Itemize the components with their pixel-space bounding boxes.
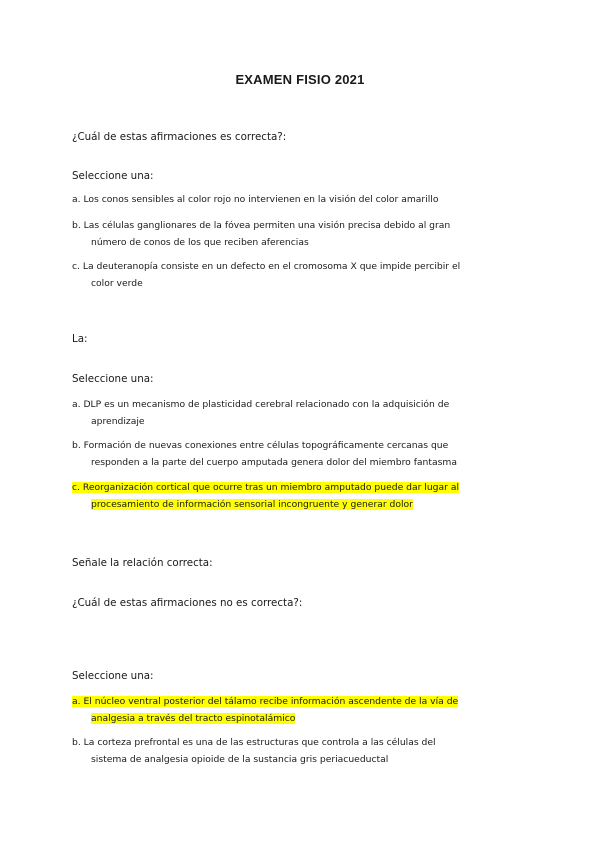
option-1b[interactable] xyxy=(72,218,524,251)
question-1: ¿Cuál de estas afirmaciones es correcta?: xyxy=(72,131,287,143)
option-2a-line2: aprendizaje xyxy=(91,415,145,427)
select-label-1: Seleccione una: xyxy=(72,170,154,182)
option-2b-line1: b. Formación de nuevas conexiones entre células topográficamente cercanas que xyxy=(72,440,449,451)
page-title: EXAMEN FISIO 2021 xyxy=(235,72,365,87)
option-1a[interactable] xyxy=(72,192,524,209)
option-1b-line2: número de conos de los que reciben aferencias xyxy=(91,236,309,248)
question-2: La: xyxy=(72,333,88,345)
option-1c-line1: c. La deuteranopía consiste en un defecto en el cromosoma X que impide percibir el xyxy=(72,261,461,272)
option-2c-line1: c. Reorganización cortical que ocurre tras un miembro amputado puede dar lugar al xyxy=(72,482,460,493)
question-3: Señale la relación correcta: xyxy=(72,557,213,569)
option-4b-line1: b. La corteza prefrontal es una de las estructuras que controla a las células del xyxy=(72,737,436,748)
option-2c[interactable] xyxy=(72,480,524,513)
option-4a-line2: analgesia a través del tracto espinotalámico xyxy=(91,712,296,724)
option-4b-line2: sistema de analgesia opioide de la sustancia gris periacueductal xyxy=(91,753,389,765)
select-label-4: Seleccione una: xyxy=(72,670,154,682)
option-2b-line2: responden a la parte del cuerpo amputada genera dolor del miembro fantasma xyxy=(91,456,457,468)
option-4b[interactable] xyxy=(72,735,524,768)
option-2c-line2: procesamiento de información sensorial incongruente y generar dolor xyxy=(91,498,413,510)
option-1c[interactable] xyxy=(72,259,524,292)
option-4a-line1: a. El núcleo ventral posterior del tálamo recibe información ascendente de la vía de xyxy=(72,696,459,707)
select-label-2: Seleccione una: xyxy=(72,373,154,385)
option-2a-line1: a. DLP es un mecanismo de plasticidad cerebral relacionado con la adquisición de xyxy=(72,399,450,410)
option-2a[interactable] xyxy=(72,397,524,430)
question-4: ¿Cuál de estas afirmaciones no es correcta?: xyxy=(72,597,303,609)
option-2b[interactable] xyxy=(72,438,524,471)
option-1b-line1: b. Las células ganglionares de la fóvea permiten una visión precisa debido al gran xyxy=(72,220,451,231)
option-4a[interactable] xyxy=(72,694,524,727)
option-1c-line2: color verde xyxy=(91,277,143,289)
option-1a-text: a. Los conos sensibles al color rojo no intervienen en la visión del color amarillo xyxy=(72,194,439,205)
